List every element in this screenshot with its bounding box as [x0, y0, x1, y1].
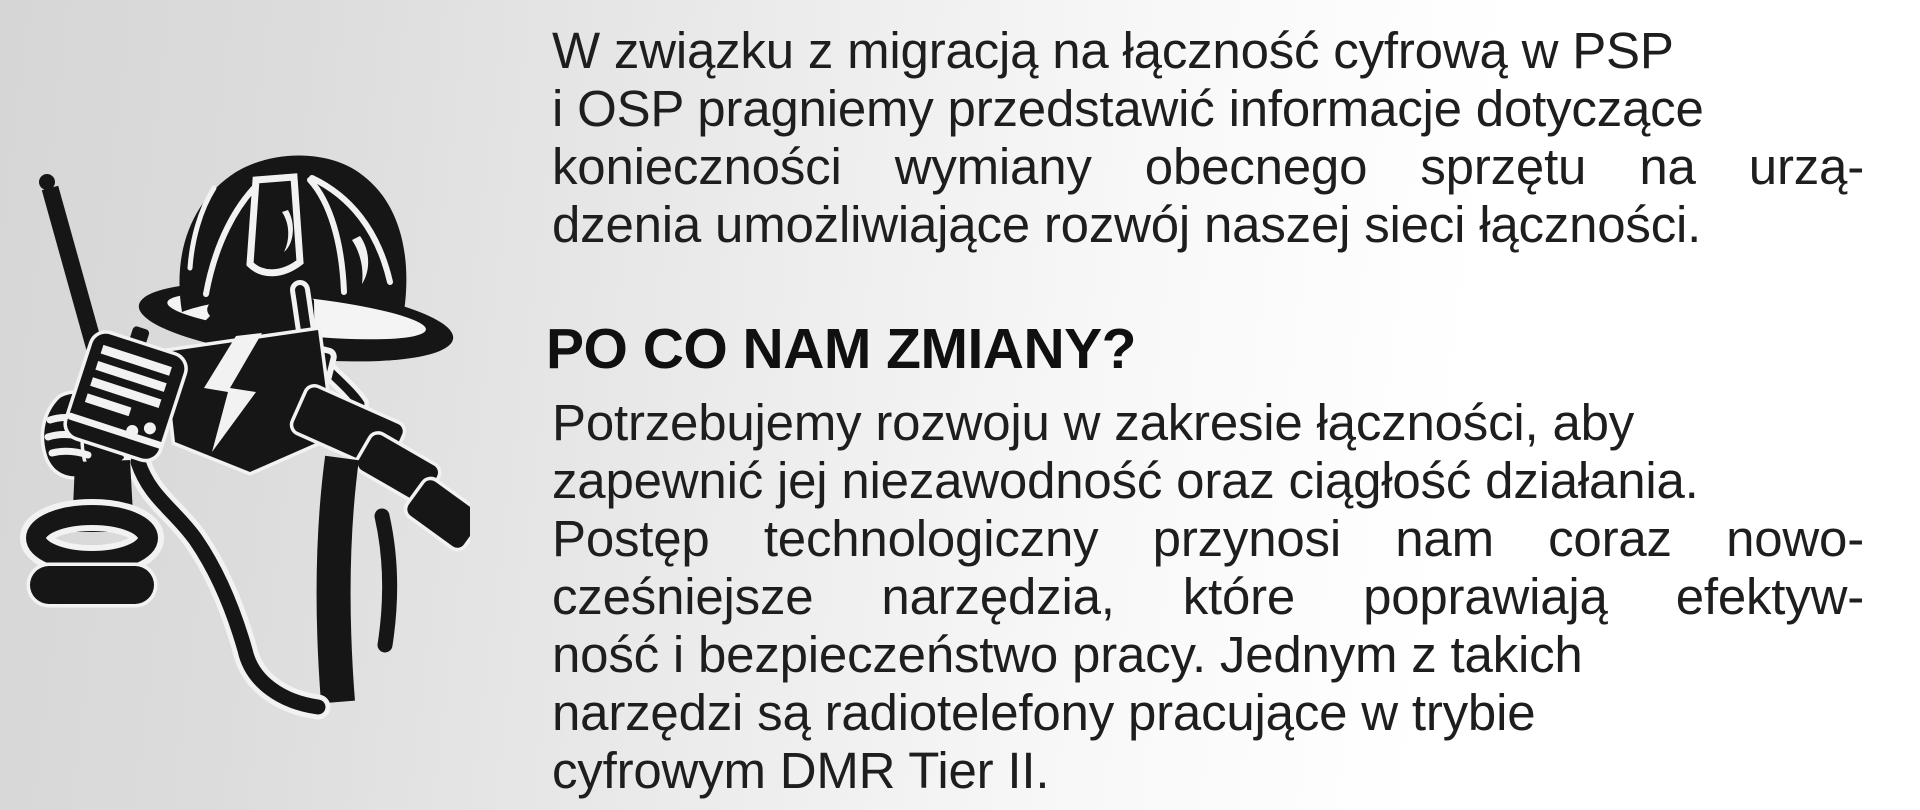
intro-line: konieczności wymiany obecnego sprzętu na urzą-: [552, 138, 1864, 195]
intro-line: i OSP pragniemy przedstawić informacje dotyczące: [552, 80, 1704, 137]
intro-line: W związku z migracją na łączność cyfrową w PSP: [552, 22, 1674, 79]
body-line: Postęp technologiczny przynosi nam coraz nowo-: [552, 510, 1864, 567]
body-line: zapewnić jej niezawodność oraz ciągłość działania.: [552, 452, 1699, 509]
body-line: cyfrowym DMR Tier II.: [552, 742, 1050, 799]
radio-cable: [138, 462, 318, 707]
firefighter-arm: [334, 458, 390, 702]
firefighter-illustration: [0, 0, 470, 810]
intro-line: dzenia umożliwiające rozwój naszej sieci łączności.: [552, 196, 1702, 253]
firefighter-cuff: [30, 515, 154, 604]
body-line: cześniejsze narzędzia, które poprawiają efektyw-: [552, 568, 1864, 625]
body-line: Potrzebujemy rozwoju w zakresie łączności, aby: [552, 394, 1635, 451]
radio-antenna: [39, 174, 98, 360]
intro-paragraph: [552, 22, 1864, 254]
body-line: ność i bezpieczeństwo pracy. Jednym z takich: [552, 626, 1583, 683]
body-paragraph: [552, 394, 1864, 800]
section-heading: PO CO NAM ZMIANY?: [546, 317, 1136, 381]
body-line: narzędzi są radiotelefony pracujące w trybie: [552, 684, 1536, 741]
